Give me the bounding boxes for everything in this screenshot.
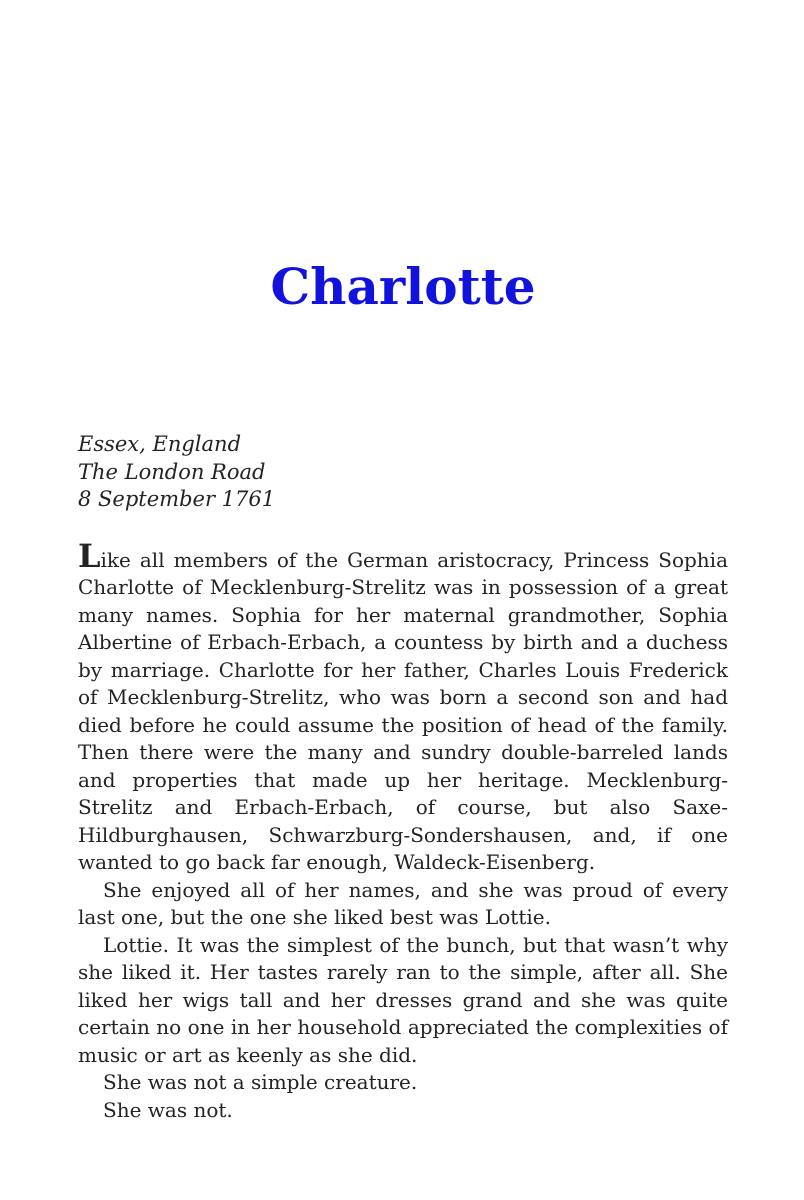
chapter-title: Charlotte: [270, 257, 536, 316]
dateline: [78, 431, 728, 514]
paragraph-3: Lottie. It was the simplest of the bunch, but that wasn’t why she liked it. Her tastes rarely ran to the simple, after all. She liked her wigs tall and her dresses grand and she was quite certain no one in her household appreciated the complexities of music or art as keenly as she did.: [78, 932, 728, 1067]
dateline-place: Essex, England: [78, 432, 242, 456]
paragraph-5: She was not.: [103, 1097, 233, 1122]
lead-cap: L: [78, 536, 101, 575]
paragraph-4: She was not a simple creature.: [103, 1070, 418, 1094]
dateline-date: 8 September 1761: [78, 487, 276, 511]
paragraph-1: [78, 536, 728, 877]
body-text: [78, 536, 728, 1125]
paragraph-2: She enjoyed all of her names, and she was proud of every last one, but the one she liked best was Lottie.: [78, 877, 728, 929]
dateline-street: The London Road: [78, 459, 266, 484]
paragraph-1-text: ike all members of the German aristocracy, Princess Sophia Charlotte of Mecklenburg-Strelitz was in possession of a great many names. Sophia for her maternal grandmother, Sophia Albertine of Erbach-Erbach, a countess by birth and a duchess by marriage. Charlotte for her father, Charles Louis Frederick of Mecklenburg-Strelitz, who was born a second son and had died before he could assume the position of head of the family. Then there were the many and sundry double-barreled lands and properties that made up her heritage. Mecklenburg-Strelitz and Erbach-Erbach, of course, but also Saxe-Hildburghausen, Schwarzburg-Sondershausen, and, if one wanted to go back far enough, Waldeck-Eisenberg.: [78, 547, 728, 874]
